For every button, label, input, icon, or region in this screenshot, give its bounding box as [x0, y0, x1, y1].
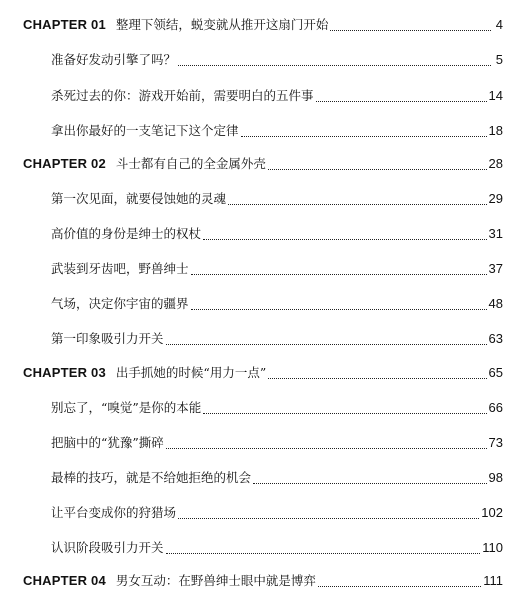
chapter-title: 斗士都有自己的全金属外壳 [115, 156, 266, 171]
chapter-number: CHAPTER 04 [23, 573, 106, 588]
page-number: 73 [488, 435, 503, 450]
page-number: 63 [488, 331, 503, 346]
dot-leader [241, 136, 487, 137]
toc-entry[interactable] [0, 222, 514, 246]
section-title: 让平台变成你的狩猎场 [51, 505, 177, 520]
toc-chapter-02[interactable] [0, 152, 514, 176]
page-number: 65 [488, 365, 503, 380]
dot-leader [178, 65, 491, 66]
toc-entry[interactable] [0, 396, 514, 420]
toc-entry[interactable] [0, 466, 514, 490]
dot-leader [178, 518, 479, 519]
dot-leader [330, 30, 491, 31]
chapter-number: CHAPTER 01 [23, 17, 106, 32]
section-title: 武装到牙齿吧，野兽绅士 [51, 261, 189, 276]
dot-leader [316, 101, 487, 102]
page-number: 5 [495, 52, 503, 67]
chapter-number: CHAPTER 03 [23, 365, 106, 380]
toc-chapter-03[interactable] [0, 361, 514, 385]
dot-leader [268, 169, 487, 170]
dot-leader [253, 483, 487, 484]
page-number: 66 [488, 400, 503, 415]
toc-entry[interactable] [0, 187, 514, 211]
toc-entry[interactable] [0, 292, 514, 316]
dot-leader [166, 553, 481, 554]
dot-leader [228, 204, 487, 205]
section-title: 准备好发动引擎了吗？ [51, 52, 177, 67]
dot-leader [166, 448, 487, 449]
chapter-title: 出手抓她的时候“用力一点” [115, 365, 267, 380]
page-number: 4 [495, 17, 503, 32]
section-title: 第一次见面，就要侵蚀她的灵魂 [51, 191, 227, 206]
toc-entry[interactable] [0, 257, 514, 281]
page-number: 28 [488, 156, 503, 171]
toc-entry[interactable] [0, 431, 514, 455]
dot-leader [203, 413, 486, 414]
section-title: 拿出你最好的一支笔记下这个定律 [51, 123, 239, 138]
toc-entry[interactable] [0, 48, 514, 72]
page-number: 98 [488, 470, 503, 485]
page-number: 14 [488, 88, 503, 103]
section-title: 把脑中的“犹豫”撕碎 [51, 435, 164, 450]
section-title: 认识阶段吸引力开关 [51, 540, 164, 555]
dot-leader [268, 378, 486, 379]
page-number: 102 [481, 505, 503, 520]
section-title: 杀死过去的你：游戏开始前，需要明白的五件事 [51, 88, 314, 103]
page-number: 29 [488, 191, 503, 206]
toc-entry[interactable] [0, 84, 514, 108]
chapter-title: 整理下领结，蜕变就从推开这扇门开始 [115, 17, 329, 32]
toc-entry[interactable] [0, 119, 514, 143]
page-number: 111 [483, 573, 503, 588]
section-title: 最棒的技巧，就是不给她拒绝的机会 [51, 470, 252, 485]
page-number: 110 [482, 540, 503, 555]
dot-leader [203, 239, 487, 240]
chapter-number: CHAPTER 02 [23, 156, 106, 171]
section-title: 别忘了，“嗅觉”是你的本能 [51, 400, 202, 415]
toc-chapter-04[interactable] [0, 569, 514, 593]
toc-entry[interactable] [0, 536, 514, 560]
page-number: 48 [488, 296, 503, 311]
section-title: 高价值的身份是绅士的权杖 [51, 226, 202, 241]
dot-leader [191, 309, 487, 310]
dot-leader [191, 274, 487, 275]
chapter-title: 男女互动：在野兽绅士眼中就是博弈 [115, 573, 316, 588]
toc-chapter-01[interactable] [0, 13, 514, 37]
toc-entry[interactable] [0, 501, 514, 525]
toc-entry[interactable] [0, 327, 514, 351]
page-number: 37 [488, 261, 503, 276]
dot-leader [166, 344, 487, 345]
section-title: 气场，决定你宇宙的疆界 [51, 296, 189, 311]
page-number: 31 [488, 226, 503, 241]
dot-leader [318, 586, 481, 587]
section-title: 第一印象吸引力开关 [51, 331, 164, 346]
page-number: 18 [488, 123, 503, 138]
